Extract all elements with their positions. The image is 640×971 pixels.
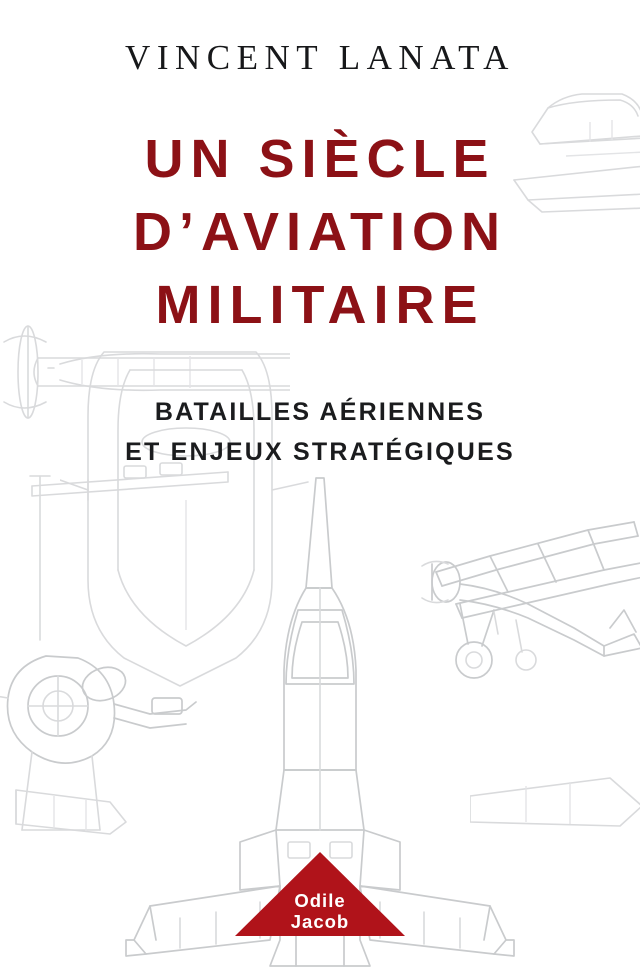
title-line-2: D’AVIATION — [133, 202, 507, 262]
book-title — [0, 123, 640, 342]
subtitle-line-2: ET ENJEUX STRATÉGIQUES — [125, 438, 515, 466]
title-line-1: UN SIÈCLE — [144, 129, 496, 189]
publisher-line-2: Jacob — [290, 911, 350, 932]
author-name: VINCENT LANATA — [125, 38, 515, 77]
publisher-line-1: Odile — [294, 890, 346, 911]
title-line-3: MILITAIRE — [155, 275, 485, 335]
publisher-name — [233, 890, 407, 932]
subtitle-line-1: BATAILLES AÉRIENNES — [154, 398, 486, 426]
book-subtitle — [0, 392, 640, 472]
publisher-logo — [233, 850, 407, 938]
